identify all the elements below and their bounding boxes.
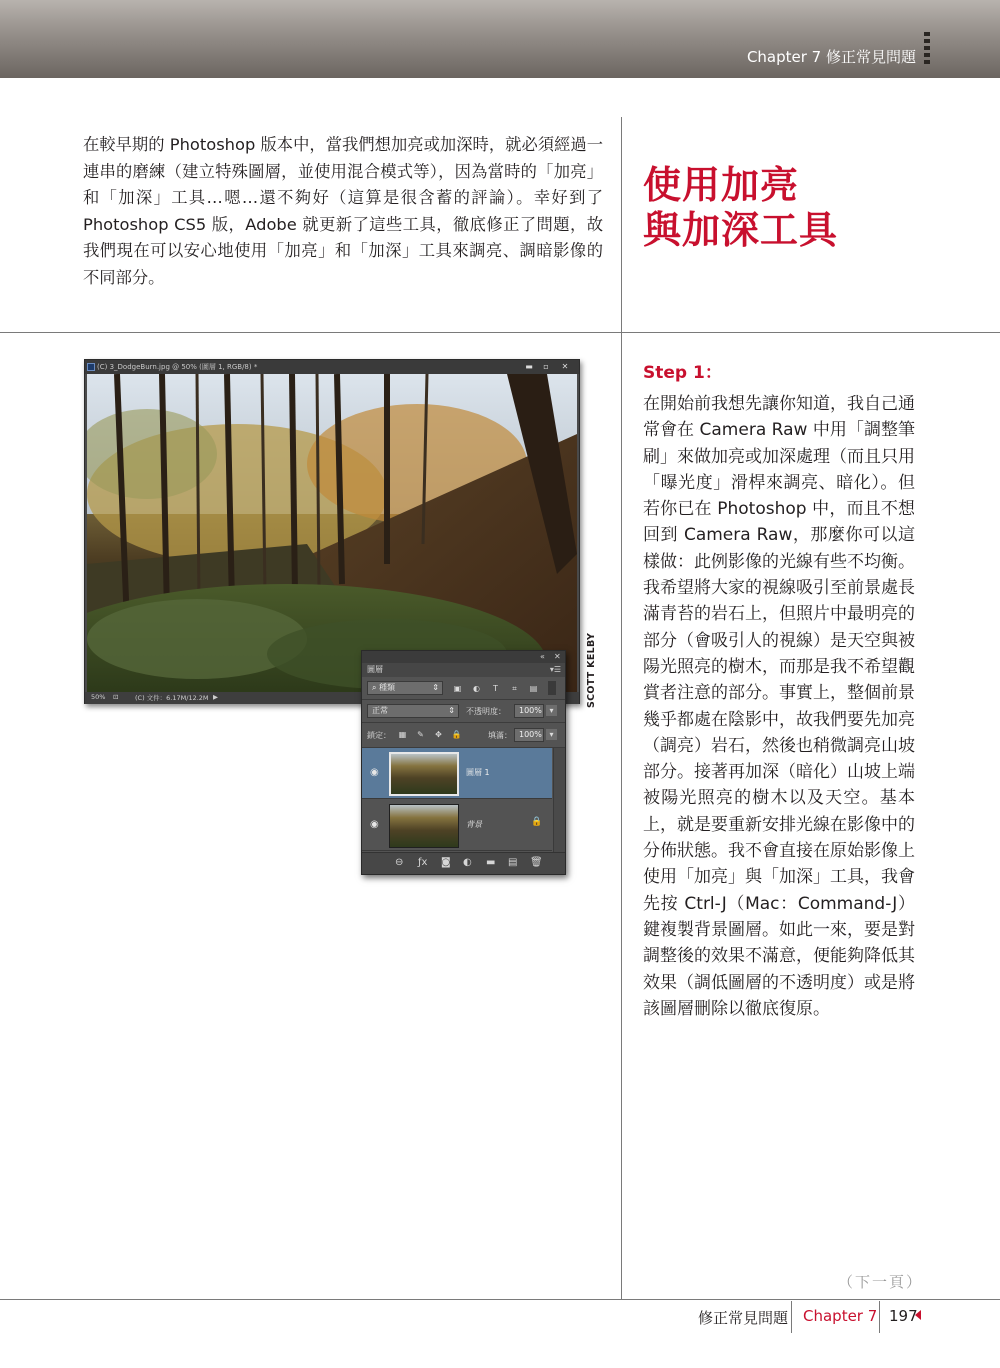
blend-mode-select[interactable] (367, 704, 459, 718)
close-icon[interactable]: ✕ (561, 362, 569, 371)
lock-image-icon[interactable]: ✎ (417, 730, 424, 739)
new-group-icon[interactable]: ▬ (486, 857, 496, 868)
layer-thumbnail (389, 804, 459, 848)
maximize-icon[interactable]: ▫ (543, 362, 549, 371)
header-marks (924, 32, 930, 70)
footer-separator (791, 1301, 792, 1333)
layer-row-layer-1[interactable] (362, 748, 552, 799)
layer-style-icon[interactable]: ƒx (418, 857, 428, 868)
layer-thumbnail (389, 752, 459, 796)
photo-credit (584, 632, 598, 708)
footer-section-name: 修正常見問題 (698, 1309, 789, 1327)
tab-layers[interactable]: 圖層 (367, 665, 383, 674)
panel-close-icon[interactable]: ✕ (554, 652, 561, 661)
footer-chapter: Chapter 7 (803, 1307, 878, 1325)
document-titlebar (85, 360, 579, 374)
lock-position-icon[interactable]: ✥ (435, 730, 442, 739)
fill-dropdown-icon[interactable]: ▾ (546, 729, 557, 740)
section-title-line-1: 使用加亮 (643, 163, 800, 207)
document-title: (C) 3_DodgeBurn.jpg @ 50% (圖層 1, RGB/8) * (97, 363, 258, 371)
forest-photo-canvas[interactable] (87, 374, 577, 692)
new-layer-icon[interactable]: ▤ (508, 857, 518, 868)
opacity-input[interactable]: 100% (514, 704, 544, 718)
lock-transparent-icon[interactable]: ▦ (398, 730, 407, 739)
layers-panel (361, 650, 566, 875)
section-title (643, 163, 943, 253)
intro-paragraph: 在較早期的 Photoshop 版本中，當我們想加亮或加深時，就必須經過一連串的磨練（建立特殊圖層，並使用混合模式等），因為當時的「加亮」和「加深」工具…嗯…還不夠好（這算是很含蓄的評論）。幸好到了 Photoshop CS5 版，Adobe 就更新了這些工具，徹底修正了問題，故我們現在可以安心地使用「加亮」和「加深」工具來調亮、調暗影像的不同部分。 (83, 135, 603, 287)
forest-photo (87, 374, 577, 692)
blend-row (362, 700, 565, 723)
filter-kind-select[interactable] (367, 681, 443, 695)
layer-row-background[interactable] (362, 800, 552, 851)
delete-layer-icon[interactable]: 🗑 (530, 857, 543, 868)
footer-separator (879, 1301, 880, 1333)
panel-tab-row (362, 663, 565, 677)
page-number: 197 (889, 1307, 918, 1325)
adjustment-layer-icon[interactable]: ◐ (463, 857, 472, 868)
lock-label: 鎖定： (367, 731, 391, 740)
panel-topbar (362, 651, 565, 663)
status-icon[interactable]: ⊡ (113, 693, 119, 701)
header-bar (0, 0, 1000, 78)
fill-label: 填滿： (488, 731, 512, 740)
visibility-eye-icon[interactable]: ◉ (370, 767, 379, 778)
blend-mode-value: 正常 (372, 706, 388, 715)
minimize-icon[interactable]: ▬ (525, 362, 533, 371)
section-divider (0, 332, 1000, 333)
opacity-dropdown-icon[interactable]: ▾ (546, 705, 557, 716)
layer-mask-icon[interactable]: ◙ (441, 857, 451, 868)
status-arrow-icon[interactable]: ▶ (213, 693, 218, 701)
adjustment-filter-icon[interactable]: ◐ (473, 684, 480, 693)
document-info: (C) 文件：6.17M/12.2M (135, 694, 209, 702)
type-filter-icon[interactable]: T (493, 684, 498, 693)
filter-kind-value: 種類 (379, 683, 396, 692)
step-body: 在開始前我想先讓你知道，我自己通常會在 Camera Raw 中用「調整筆刷」來做加亮或加深處理（而且只用「曝光度」滑桿來調亮、暗化）。但若你已在 Photoshop 中，而且不想回到 Camera Raw，那麼你可以這樣做：此例影像的光線有些不均衡。我希望將大家的視線吸引至前景處長滿青苔的岩石上，但照片中最明亮的部分（會吸引人的視線）是天空與被陽光照亮的樹木，而那是我不希望觀賞者注意的部分。事實上，整個前景幾乎都處在陰影中，故我們要先加亮（調亮）岩石，然後也稍微調亮山坡部分。接著再加深（暗化）山坡上端被陽光照亮的樹木以及天空。基本上，就是要重新安排光線在影像中的分佈狀態。我不會直接在原始影像上使用「加亮」與「加深」工具，我會先按 Ctrl-J（Mac：Command-J）鍵複製背景圖層。如此一來，要是對調整後的效果不滿意，便能夠降低其效果（調低圖層的不透明度）或是將該圖層刪除以徹底復原。 (643, 394, 915, 1019)
shape-filter-icon[interactable]: ⌗ (512, 684, 517, 693)
layer-name[interactable]: 圖層 1 (466, 768, 490, 777)
link-layers-icon[interactable]: ⊖ (395, 857, 404, 868)
zoom-level[interactable]: 50% (91, 693, 106, 701)
lock-all-icon[interactable]: 🔒 (451, 730, 462, 739)
section-title-line-2: 與加深工具 (643, 208, 839, 252)
column-divider-top (621, 117, 622, 332)
filter-toggle[interactable] (548, 681, 556, 695)
photo-credit-text: SCOTT KELBY (586, 632, 597, 708)
layers-scrollbar[interactable] (553, 748, 565, 852)
panel-bottom-bar (362, 852, 565, 874)
visibility-eye-icon[interactable]: ◉ (370, 819, 379, 830)
layer-lock-icon: 🔒 (531, 817, 543, 827)
footer-divider (0, 1299, 1000, 1300)
photoshop-icon (87, 363, 95, 371)
column-divider-bottom (621, 333, 622, 1299)
pixel-filter-icon[interactable]: ▣ (453, 684, 462, 693)
opacity-label: 不透明度： (466, 707, 506, 716)
page-arrow-icon (915, 1310, 921, 1320)
layer-name[interactable]: 背景 (466, 820, 482, 829)
step-title: Step 1： (643, 363, 722, 383)
lock-row (362, 723, 565, 748)
select-arrows-icon: ⇕ (432, 683, 439, 692)
collapse-icon[interactable]: « (540, 652, 545, 661)
search-icon: ⌕ (372, 683, 380, 692)
next-page-note: （下一頁） (838, 1273, 924, 1291)
select-arrows-icon: ⇕ (448, 706, 455, 715)
smart-object-filter-icon[interactable]: ▤ (529, 684, 538, 693)
fill-input[interactable]: 100% (514, 728, 544, 742)
panel-menu-icon[interactable]: ▾☰ (549, 665, 561, 674)
header-chapter: Chapter 7 修正常見問題 (746, 48, 916, 66)
filter-row (362, 677, 565, 700)
